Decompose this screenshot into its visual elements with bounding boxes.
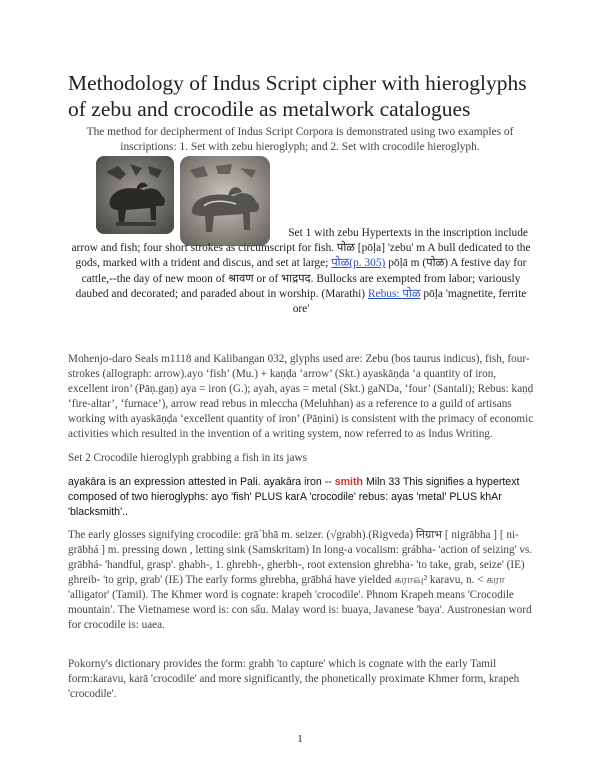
set1-lead: Set 1 with zebu Hypertexts in the inscription include (288, 227, 528, 239)
ayakara-paragraph (68, 475, 536, 520)
rebus-pola-link[interactable]: Rebus: पोळ (367, 287, 421, 300)
ayakara-text-a: ayakāra is an expression attested in Pali. ayakāra iron -- (68, 476, 335, 488)
set1-text-d: pōḷa 'magnetite, ferrite ore' (292, 287, 527, 316)
pokorny-paragraph: Pokorny's dictionary provides the form: grabh 'to capture' which is cognate with the early Tamil form:karavu, karā 'crocodile' and more significantly, the phonetically proximate Khmer form, krapeh 'crocodile'. (68, 658, 520, 700)
set1-text-b: [pōḷa] 'zebu' m A bull dedicated to the gods, marked with a trident and discus, and set at large; (75, 242, 531, 270)
crocodile-glosses-paragraph: The early glosses signifying crocodile: grāˊbhā m. seizer. (√grabh).(Rigveda) निग्राभ [ nigrābha ] [ ni-grābhá ] m. pressing down , letting sink (Samskritam) In long-a vocalism: grábha- 'action of seizing' vs. grābhá- 'handful, grasp'. ghabh-, 1. ghrebh-, gherbh-, root extension ghrebha- 'to take, grab, seize' (IE) ghreib- 'to grip, grab' (IE) The early forms ghrebha, grābhá have yielded கராவு² karavu, n. < கரா 'alligator' (Tamil). The Khmer word is cognate: krapeh 'crocodile'. Phnom Krapeh means 'Crocodile mountain'. The Vietnamese word is: con sấu. Malay word is: buaya, Javanese 'baya'. Austronesian word for crocodile is: uaea. (68, 529, 533, 631)
page-title: Methodology of Indus Script cipher with hieroglyphs of zebu and crocodile as metalwork catalogues (68, 71, 527, 121)
smith-highlight: smith (334, 476, 364, 488)
zebu-seal-picture (96, 156, 174, 234)
mohenjo-daro-paragraph: Mohenjo-daro Seals m1118 and Kalibangan 032, glyphs used are: Zebu (bos taurus indicus), fish, four-strokes (allograph: arrow).ayo ‘fish’ (Mu.) + kaṇḍa ‘arrow’ (Skt.) ayaskāṇḍa ‘a quantity of iron, excellent iron’ (Pāṇ.gaṇ) aya = iron (G.); ayah, ayas = metal (Skt.) gaNDa, ‘four’ (Santali); Rebus: kaṇḍ ‘fire-altar’, ‘furnace’), arrow read rebus in mleccha (Meluhhan) as a reference to a guild of artisans working with ayaskāṇḍa ‘excellent quantity of iron’ (Pāṇini) is consistent with the primacy of economic activities which resulted in the invention of a writing system, now referred to as Indus Writing. (68, 353, 534, 440)
set1-pola: पोळ (336, 242, 355, 255)
set1-text-a: arrow and fish; four short strokes as circumscript for fish. (71, 242, 337, 255)
set2-heading: Set 2 Crocodile hieroglyph grabbing a fish in its jaws (68, 452, 307, 464)
pola-p305-link[interactable]: पोळ(p. 305) (331, 257, 386, 270)
seal-image-zebu-1 (96, 156, 174, 234)
page-number: 1 (297, 733, 303, 745)
ayakara-text-b: Miln 33 This signifies a hypertext composed of two hieroglyphs: ayo 'fish' PLUS karA 'crocodile' rebus: ayas 'metal' PLUS khAr 'blacksmith'.. (68, 476, 520, 518)
set1-paragraph (66, 226, 536, 317)
intro-paragraph: The method for decipherment of Indus Script Corpora is demonstrated using two examples of inscriptions: 1. Set with zebu hieroglyph; and 2. Set with crocodile hieroglyph. (86, 126, 514, 153)
set1-text-c: pōḷā m (पोळ) A festive day for cattle,--the day of new moon of श्रावण or of भाद्रपद. Bullocks are exempted from labor; variously daubed and decorated; and paraded about in worship. (Marathi) (75, 257, 527, 300)
